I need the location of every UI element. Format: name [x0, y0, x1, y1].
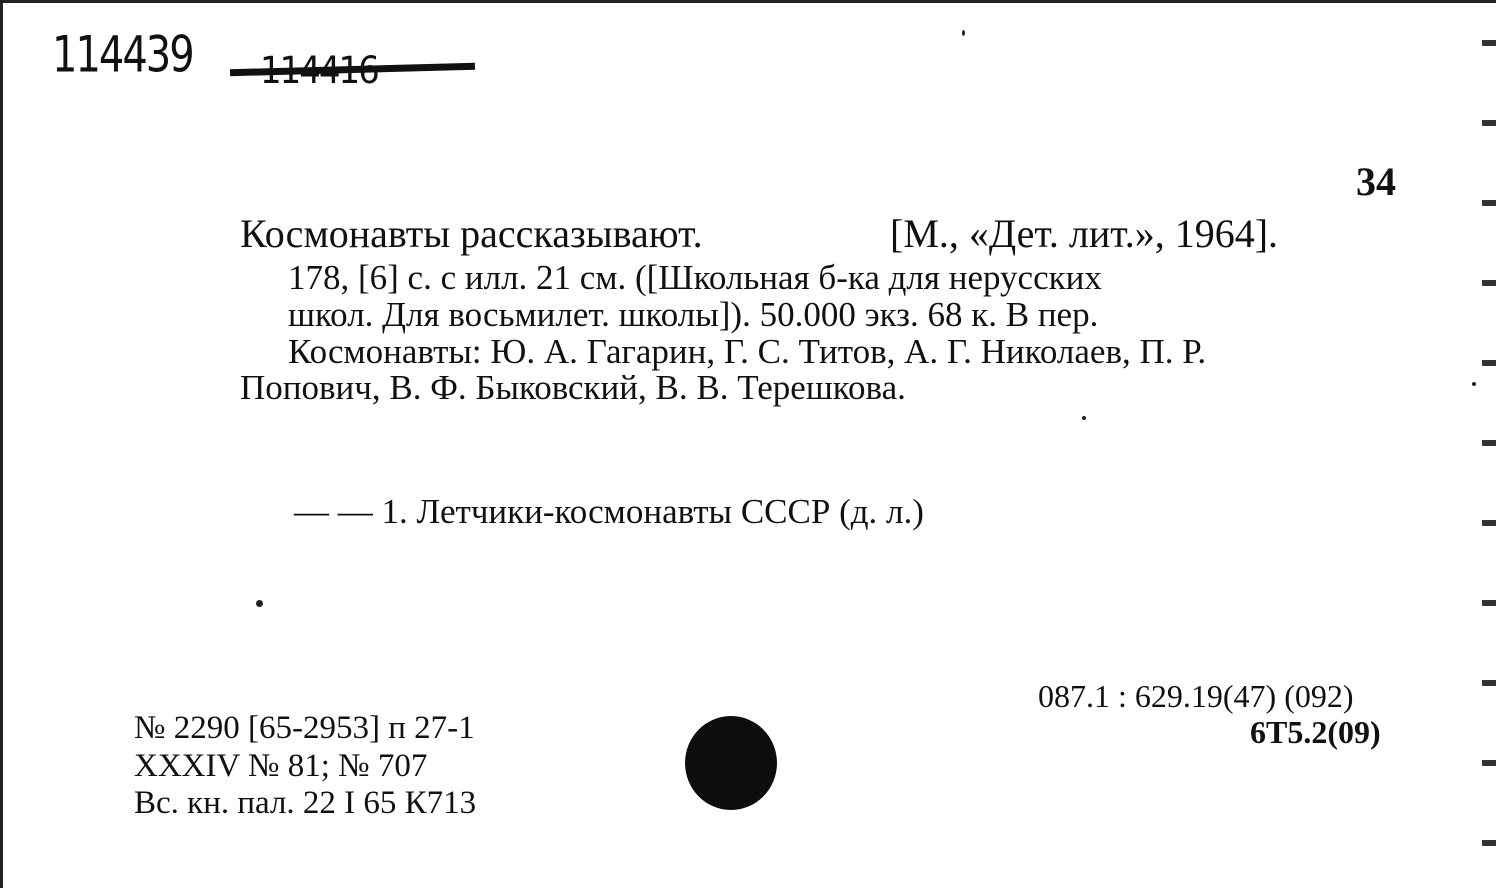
footer-line-1: № 2290 [65-2953] п 27-1 — [134, 710, 475, 746]
udc-index: 087.1 : 629.19(47) (092) — [1038, 678, 1354, 714]
ink-speck — [962, 30, 965, 36]
ink-speck — [1472, 382, 1476, 386]
description-line-1: 178, [6] с. с илл. 21 см. ([Школьная б-ка для нерусских — [288, 258, 1102, 297]
subject-heading: — — 1. Летчики-космонавты СССР (д. л.) — [294, 492, 924, 531]
page-number: 34 — [1356, 159, 1396, 204]
punch-hole — [685, 716, 777, 810]
card-top-edge — [0, 0, 1496, 3]
card-title: Космонавты рассказывают. — [240, 211, 703, 256]
footer-line-3: Вс. кн. пал. 22 I 65 К713 — [134, 785, 477, 821]
description-line-3: Космонавты: Ю. А. Гагарин, Г. С. Титов, А. Г. Николаев, П. Р. — [288, 332, 1207, 371]
card-right-edge — [1482, 0, 1496, 888]
ink-speck — [256, 600, 263, 607]
description-line-2: школ. Для восьмилет. школы]). 50.000 экз. 68 к. В пер. — [288, 295, 1099, 334]
description-line-4: Попович, В. Ф. Быковский, В. В. Терешкова. — [240, 368, 906, 407]
bbk-index: 6Т5.2(09) — [1250, 714, 1381, 750]
imprint: [М., «Дет. лит.», 1964]. — [890, 211, 1279, 256]
ink-speck — [1082, 416, 1086, 420]
card-left-edge — [0, 0, 3, 888]
footer-line-2: XXXIV № 81; № 707 — [134, 748, 428, 784]
handwritten-number: 114439 — [52, 26, 193, 84]
